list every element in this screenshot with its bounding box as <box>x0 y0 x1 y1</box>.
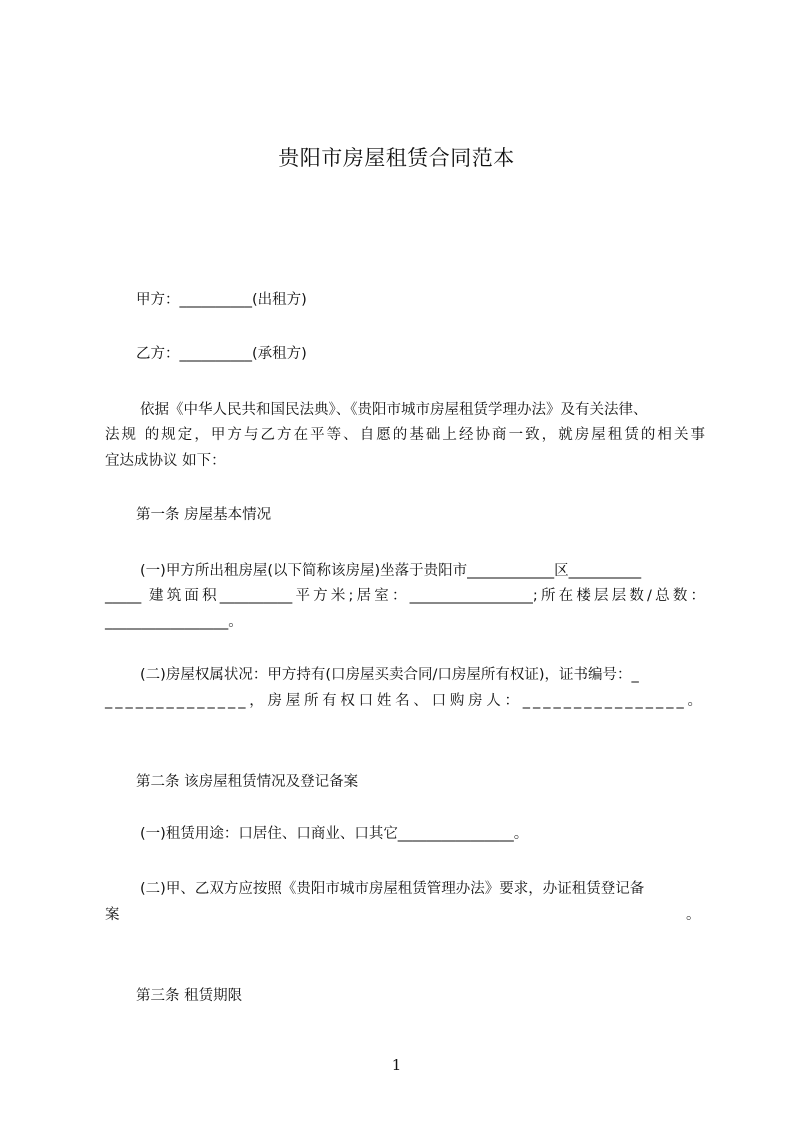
article-2-clause-2-line-2-end: 。 <box>686 907 701 923</box>
party-b-line: 乙方：__________(承租方) <box>136 346 307 362</box>
intro-paragraph-line-3: 宜达成协议 如下： <box>105 453 226 469</box>
article-1-heading: 第一条 房屋基本情况 <box>136 507 272 523</box>
article-2-clause-2-line-2-start: 案 <box>105 907 120 923</box>
article-2-clause-1: (一)租赁用途：口居住、口商业、口其它________________。 <box>140 826 529 842</box>
article-1-clause-2-line-2: ______________，房屋所有权口姓名、口购房人：________________。 <box>105 693 705 709</box>
article-1-clause-1-line-2: _____ 建筑面积__________平方米;居室：_________________;所在楼层层数/总数： <box>105 588 705 604</box>
intro-paragraph-line-1: 依据《中华人民共和国民法典》、《贵阳市城市房屋租赁学理办法》及有关法律、 <box>140 402 648 418</box>
article-1-clause-2-line-1: (二)房屋权属状况：甲方持有(口房屋买卖合同/口房屋所有权证)，证书编号：_ <box>140 667 639 683</box>
article-1-clause-1-line-1: (一)甲方所出租房屋(以下简称该房屋)坐落于贵阳市____________区__________ <box>140 563 642 579</box>
document-title: 贵阳市房屋租赁合同范本 <box>278 146 515 170</box>
party-a-line: 甲方：__________(出租方) <box>136 292 307 308</box>
page-number: 1 <box>391 1056 402 1074</box>
intro-paragraph-line-2: 法规 的规定，甲方与乙方在平等、自愿的基础上经协商一致，就房屋租赁的相关事 <box>105 427 705 443</box>
article-3-heading: 第三条 租赁期限 <box>136 988 243 1004</box>
article-1-clause-1-line-3: _________________。 <box>105 614 243 630</box>
article-2-clause-2-line-1: (二)甲、乙双方应按照《贵阳市城市房屋租赁管理办法》要求，办证租赁登记备 <box>140 881 645 897</box>
article-2-heading: 第二条 该房屋租赁情况及登记备案 <box>136 774 359 790</box>
